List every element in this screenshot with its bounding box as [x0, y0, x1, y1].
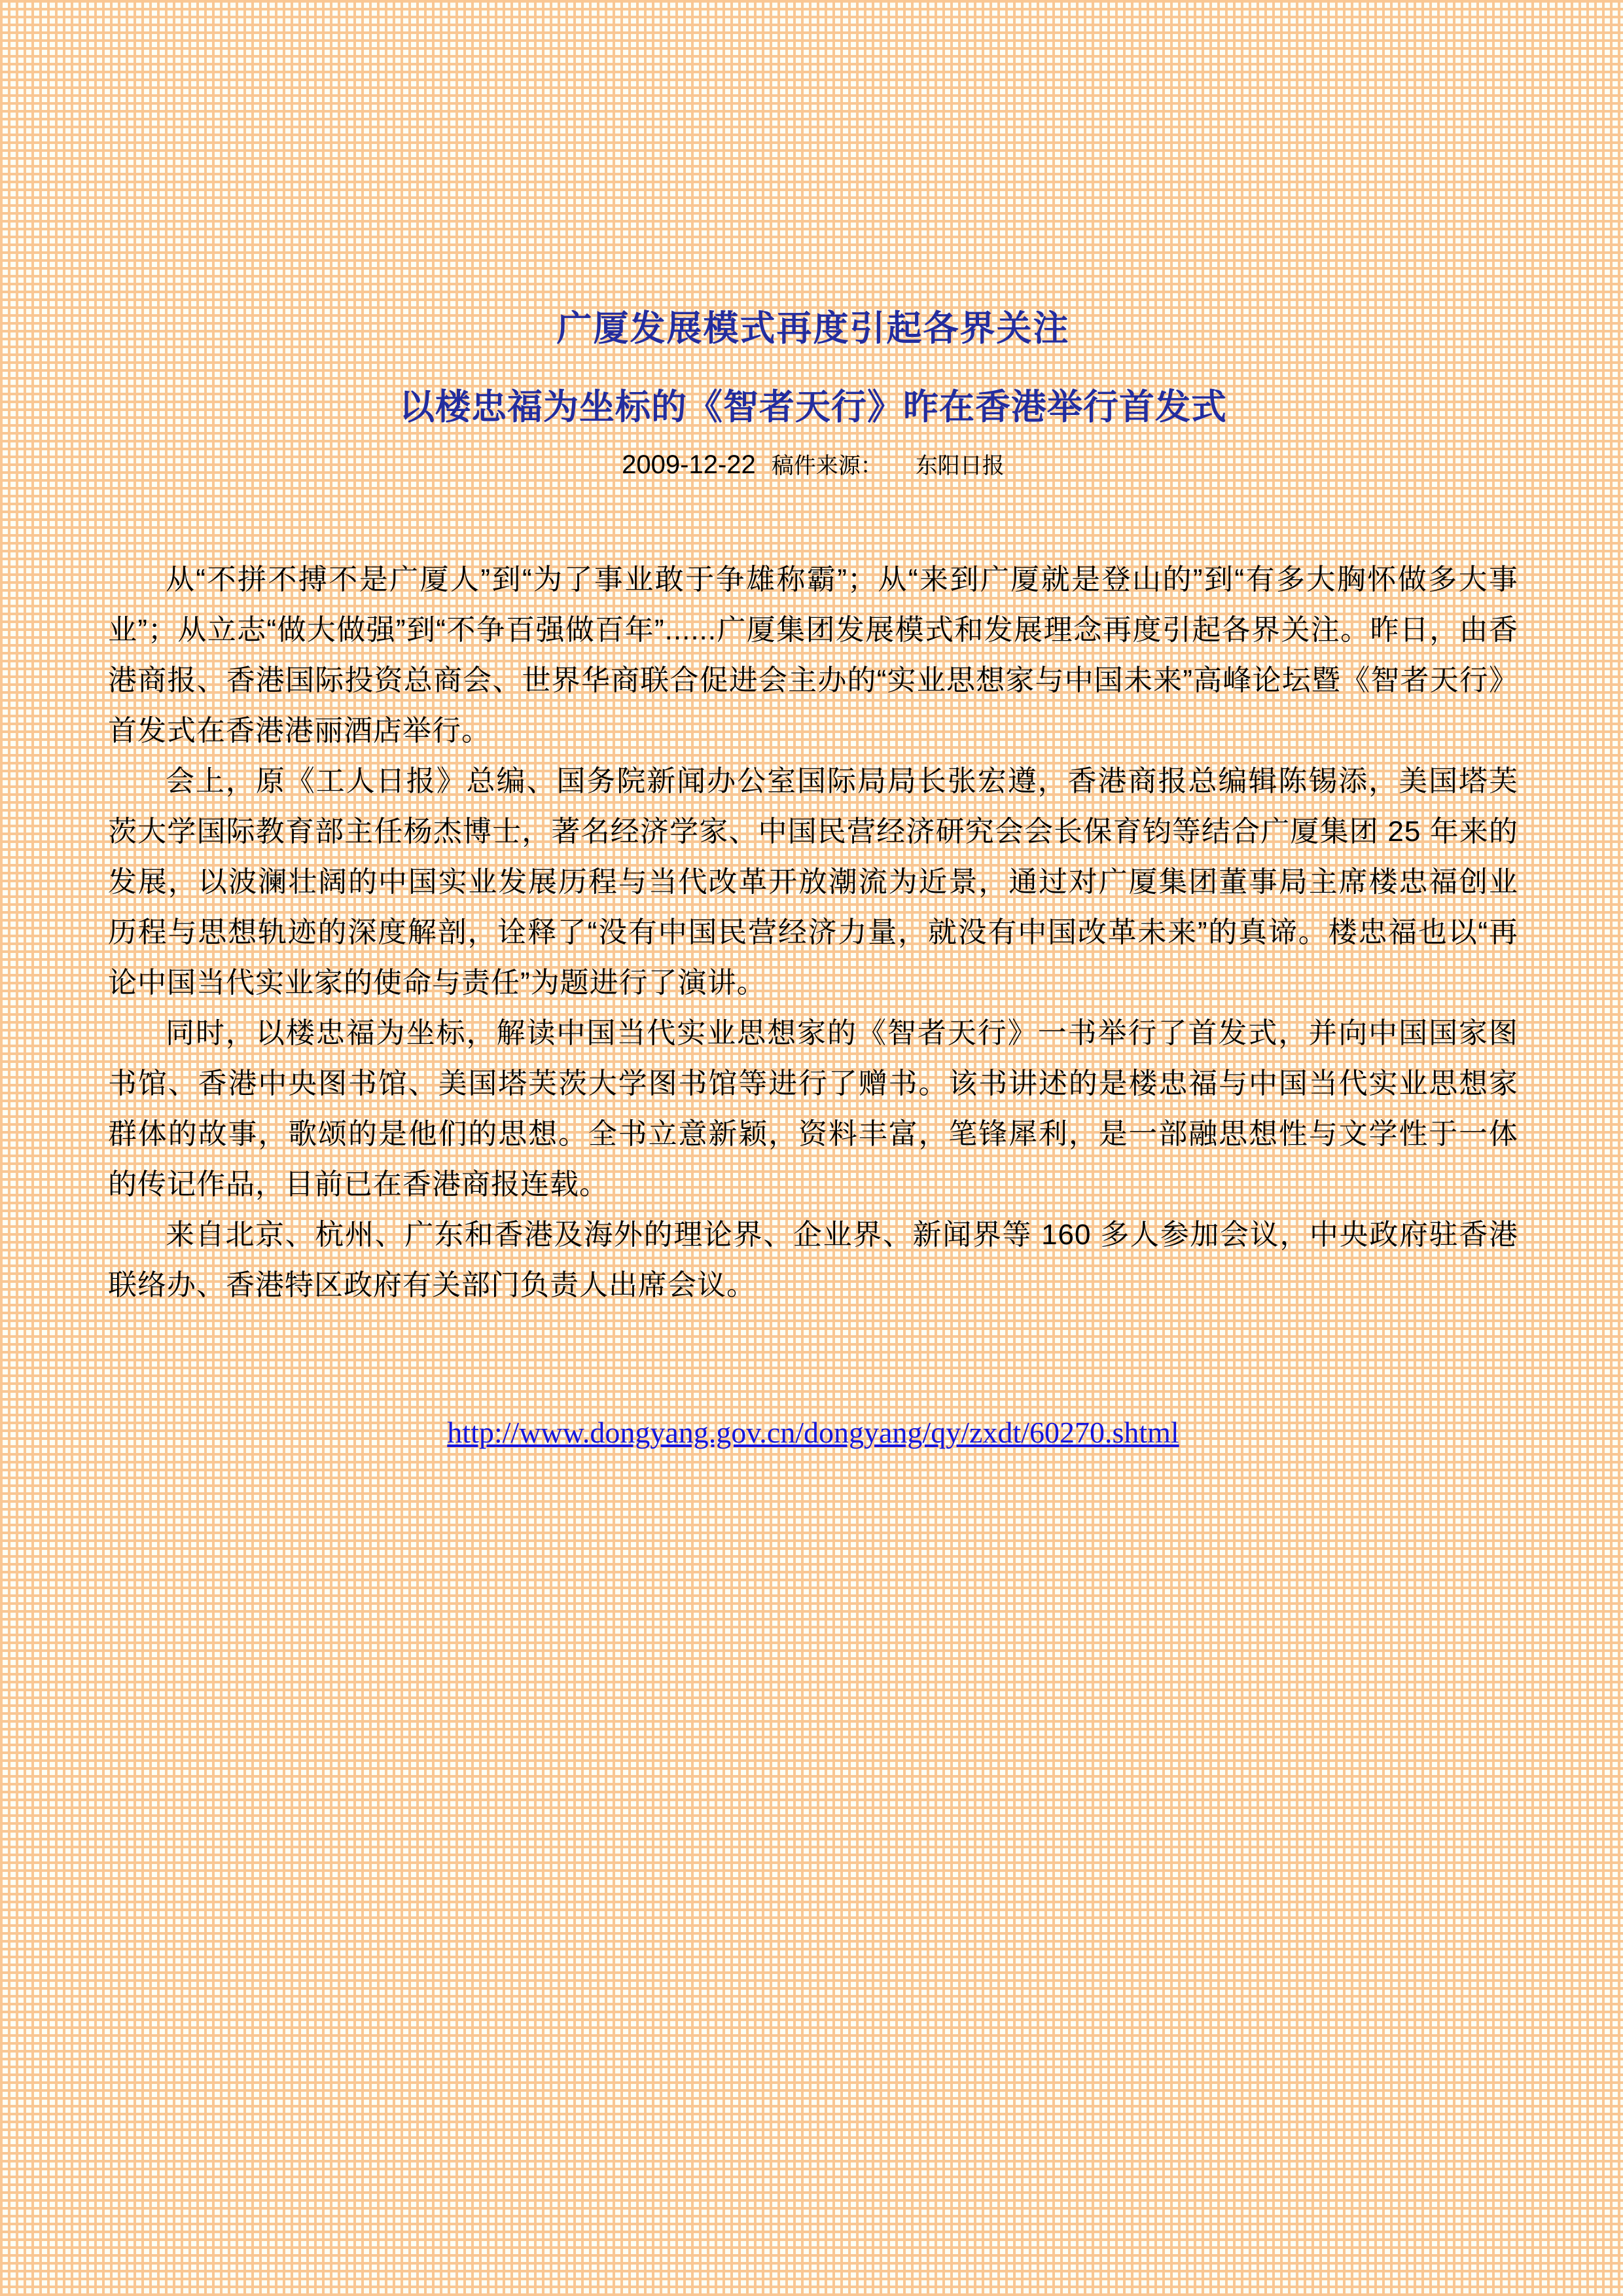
article-paragraph-3: 同时，以楼忠福为坐标，解读中国当代实业思想家的《智者天行》一书举行了首发式，并向中国国家图书馆、香港中央图书馆、美国塔芙茨大学图书馆等进行了赠书。该书讲述的是楼忠福与中国当代实业思想家群体的故事，歌颂的是他们的思想。全书立意新颖，资料丰富，笔锋犀利，是一部融思想性与文学性于一体的传记作品，目前已在香港商报连载。: [108, 1017, 1518, 1200]
publish-date: 2009-12-22: [622, 450, 756, 479]
article-paragraph-2: 会上，原《工人日报》总编、国务院新闻办公室国际局局长张宏遵，香港商报总编辑陈锡添，美国塔芙茨大学国际教育部主任杨杰博士，著名经济学家、中国民营经济研究会会长保育钧等结合广厦集团 25 年来的发展，以波澜壮阔的中国实业发展历程与当代改革开放潮流为近景，通过对广厦集团董事局主席楼忠福创业历程与思想轨迹的深度解剖，诠释了“没有中国民营经济力量，就没有中国改革未来”的真谛。楼忠福也以“再论中国当代实业家的使命与责任”为题进行了演讲。: [108, 765, 1518, 999]
article-source-link[interactable]: http://www.dongyang.gov.cn/dongyang/qy/zxdt/60270.shtml: [447, 1416, 1179, 1449]
article-body: [108, 554, 1518, 1310]
source-value: 东阳日报: [915, 454, 1005, 478]
source-label: 稿件来源：: [771, 454, 883, 478]
page-subtitle: 以楼忠福为坐标的《智者天行》昨在香港举行首发式: [399, 387, 1227, 427]
article-paragraph-4: 来自北京、杭州、广东和香港及海外的理论界、企业界、新闻界等 160 多人参加会议，中央政府驻香港联络办、香港特区政府有关部门负责人出席会议。: [108, 1219, 1518, 1301]
source-link-line: [108, 1415, 1518, 1450]
page-title: 广厦发展模式再度引起各界关注: [556, 309, 1070, 348]
article-paragraph-1: 从“不拼不搏不是广厦人”到“为了事业敢于争雄称霸”；从“来到广厦就是登山的”到“有多大胸怀做多大事业”；从立志“做大做强”到“不争百强做百年”......广厦集团发展模式和发展理念再度引起各界关注。昨日，由香港商报、香港国际投资总商会、世界华商联合促进会主办的“实业思想家与中国未来”高峰论坛暨《智者天行》首发式在香港港丽酒店举行。: [108, 564, 1519, 747]
meta-line: [108, 448, 1518, 482]
